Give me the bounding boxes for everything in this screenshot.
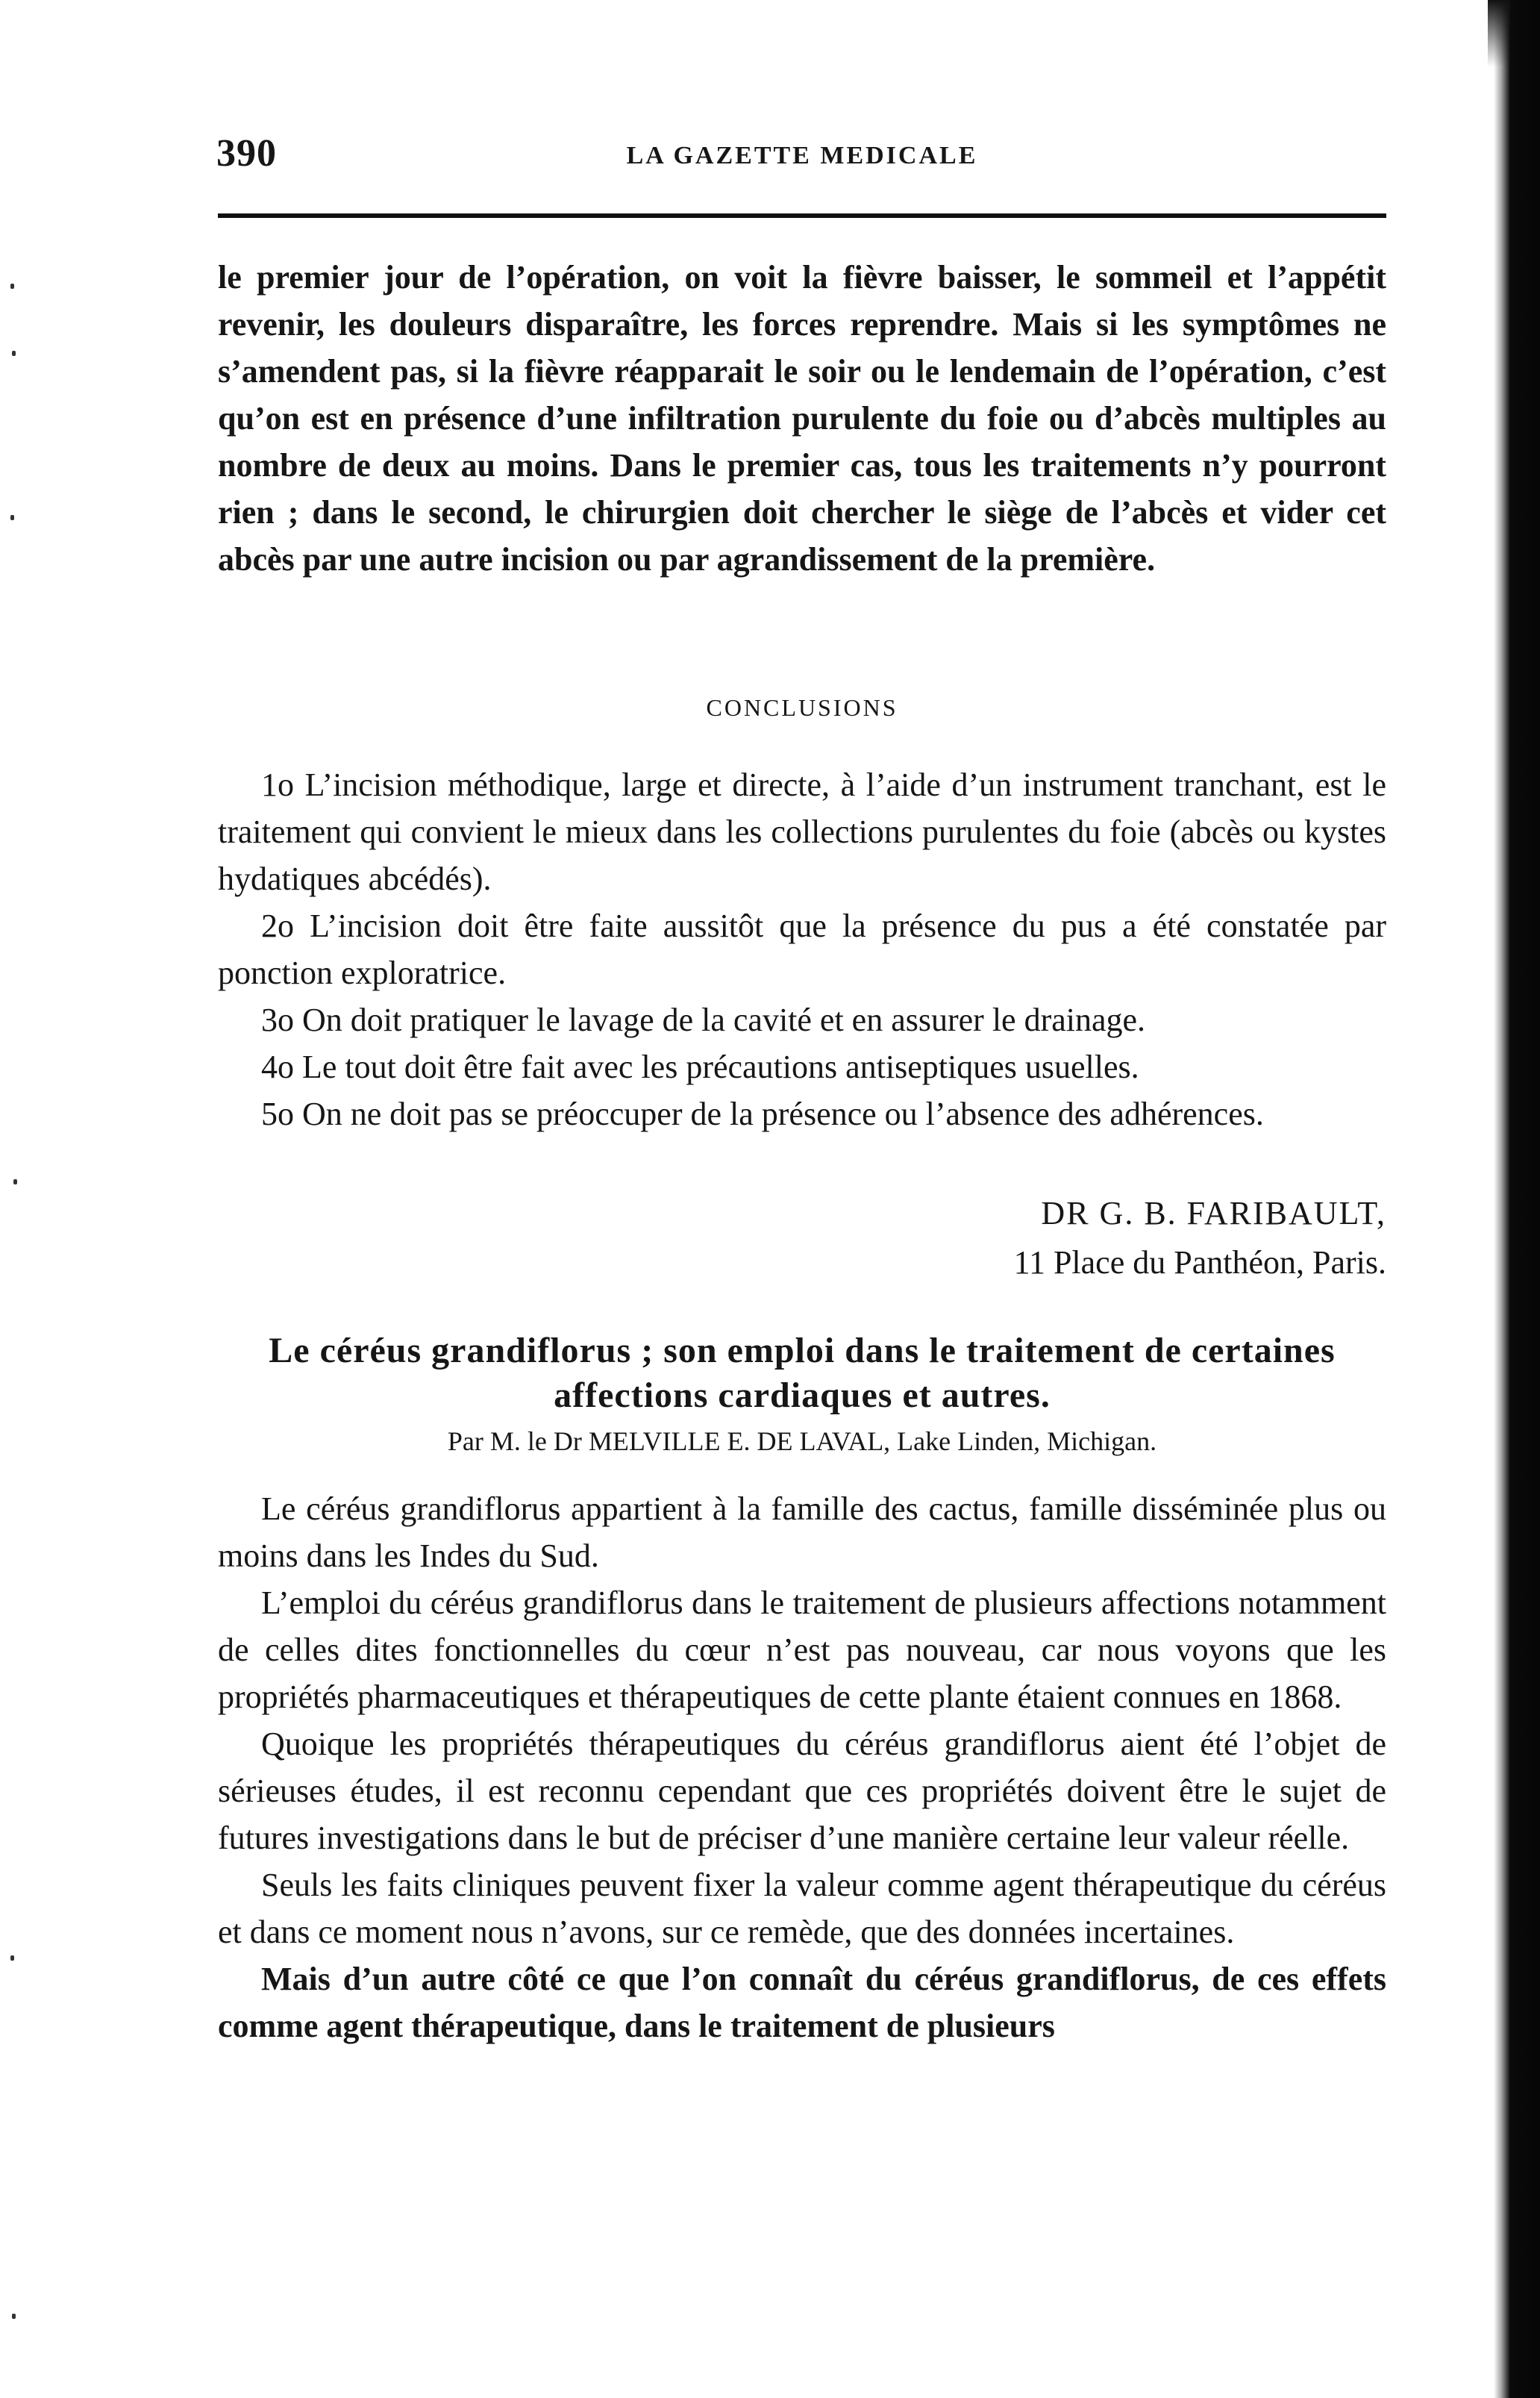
- article-paragraph: L’emploi du céréus grandiflorus dans le traitement de plusieurs affections notamment de celles dites fonctionnelles du cœur n’est pas nouveau, car nous voyons que les propriétés pharmaceutiques et thérapeutiques de cette plante étaient connues en 1868.: [218, 1584, 1386, 1715]
- article-title: Le céréus grandiflorus ; son emploi dans le traitement de certaines affections cardiaques et autres.: [269, 1331, 1336, 1415]
- signature-address: 11 Place du Panthéon, Paris.: [1013, 1244, 1386, 1281]
- conclusions-heading: CONCLUSIONS: [706, 694, 898, 721]
- header-rule: [218, 213, 1386, 218]
- intro-paragraph-block: [218, 254, 1386, 583]
- signature-name: DR G. B. FARIBAULT,: [1041, 1195, 1386, 1231]
- scan-edge-notch: [1488, 0, 1510, 67]
- conclusion-item: 3o On doit pratiquer le lavage de la cavité et en assurer le drainage.: [261, 1002, 1146, 1038]
- conclusions-list: [218, 761, 1386, 1137]
- article-paragraph: Mais d’un autre côté ce que l’on connaît du céréus grandiflorus, de ces effets comme agent thérapeutique, dans le traitement de plusieurs: [218, 1961, 1386, 2044]
- page-header: [216, 131, 1388, 184]
- article-byline: Par M. le Dr MELVILLE E. DE LAVAL, Lake Linden, Michigan.: [447, 1426, 1157, 1456]
- running-title: LA GAZETTE MEDICALE: [626, 142, 978, 169]
- intro-paragraph: le premier jour de l’opération, on voit la fièvre baisser, le sommeil et l’appétit revenir, les douleurs disparaître, les forces reprendre. Mais si les symptômes ne s’amendent pas, si la fièvre réapparait le soir ou le lendemain de l’opération, c’est qu’on est en présence d’une infiltration purulente du foie ou d’abcès multiples au nombre de deux au moins. Dans le premier cas, tous les traitements n’y pourront rien ; dans le second, le chirurgien doit chercher le siège de l’abcès et vider cet abcès par une autre incision ou par agrandissement de la première.: [218, 259, 1386, 578]
- conclusion-item: 5o On ne doit pas se préoccuper de la présence ou l’absence des adhérences.: [261, 1096, 1264, 1132]
- conclusion-item: 4o Le tout doit être fait avec les précautions antiseptiques usuelles.: [261, 1049, 1139, 1085]
- article-body: [218, 1485, 1386, 2049]
- article-paragraph: Quoique les propriétés thérapeutiques du céréus grandiflorus aient été l’objet de sérieuses études, il est reconnu cependant que ces propriétés doivent être le sujet de futures investigations dans le but de préciser d’une manière certaine leur valeur réelle.: [218, 1726, 1386, 1856]
- conclusion-item: 1o L’incision méthodique, large et directe, à l’aide d’un instrument tranchant, est le traitement qui convient le mieux dans les collections purulentes du foie (abcès ou kystes hydatiques abcédés).: [218, 766, 1386, 897]
- scan-edge-shadow: [1494, 0, 1540, 2398]
- article-paragraph: Le céréus grandiflorus appartient à la famille des cactus, famille disséminée plus ou moins dans les Indes du Sud.: [218, 1490, 1386, 1574]
- page-number: 390: [216, 132, 277, 175]
- conclusion-item: 2o L’incision doit être faite aussitôt que la présence du pus a été constatée par ponction exploratrice.: [218, 908, 1386, 991]
- margin-specks: [0, 0, 60, 2398]
- article-paragraph: Seuls les faits cliniques peuvent fixer la valeur comme agent thérapeutique du céréus et dans ce moment nous n’avons, sur ce remède, que des données incertaines.: [218, 1867, 1386, 1950]
